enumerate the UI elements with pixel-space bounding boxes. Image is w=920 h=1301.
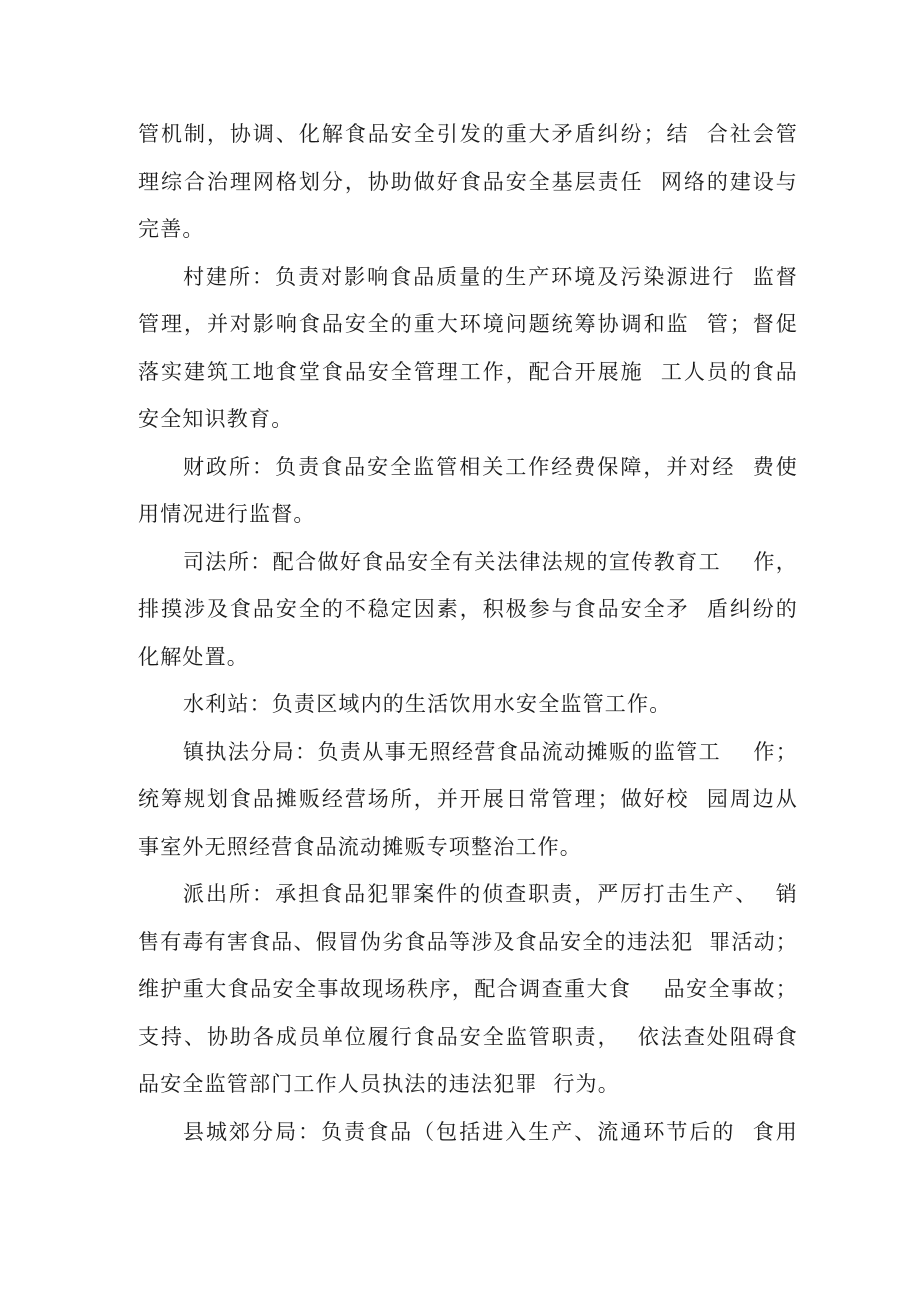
paragraph-line: 镇执法分局：负责从事无照经营食品流动摊贩的监管工 作； bbox=[183, 740, 798, 764]
paragraph-line: 管理，并对影响食品安全的重大环境问题统筹协调和监 管；督促 bbox=[138, 312, 798, 336]
paragraph-line: 水利站：负责区域内的生活饮用水安全监管工作。 bbox=[183, 692, 672, 716]
paragraph-line: 排摸涉及食品安全的不稳定因素，积极参与食品安全矛 盾纠纷的 bbox=[138, 597, 798, 621]
paragraph-line: 落实建筑工地食堂食品安全管理工作，配合开展施 工人员的食品 bbox=[138, 360, 798, 384]
paragraph-line: 管机制，协调、化解食品安全引发的重大矛盾纠纷；结 合社会管 bbox=[138, 122, 798, 146]
paragraph-line: 司法所：配合做好食品安全有关法律法规的宣传教育工 作， bbox=[183, 550, 798, 574]
paragraph-line: 事室外无照经营食品流动摊贩专项整治工作。 bbox=[138, 835, 582, 859]
paragraph-line: 统筹规划食品摊贩经营场所，并开展日常管理；做好校 园周边从 bbox=[138, 787, 798, 811]
paragraph-line: 县城郊分局：负责食品（包括进入生产、流通环节后的 食用 bbox=[183, 1120, 798, 1144]
paragraph-line: 品安全监管部门工作人员执法的违法犯罪 行为。 bbox=[138, 1072, 620, 1096]
paragraph-line: 理综合治理网格划分，协助做好食品安全基层责任 网络的建设与 bbox=[138, 170, 798, 194]
paragraph-line: 维护重大食品安全事故现场秩序，配合调查重大食 品安全事故； bbox=[138, 977, 798, 1001]
paragraph-line: 用情况进行监督。 bbox=[138, 502, 316, 526]
paragraph-line: 派出所：承担食品犯罪案件的侦查职责，严厉打击生产、 销 bbox=[183, 882, 798, 906]
paragraph-line: 安全知识教育。 bbox=[138, 407, 294, 431]
paragraph-line: 财政所：负责食品安全监管相关工作经费保障，并对经 费使 bbox=[183, 455, 798, 479]
paragraph-line: 售有毒有害食品、假冒伪劣食品等涉及食品安全的违法犯 罪活动； bbox=[138, 930, 798, 954]
paragraph-line: 支持、协助各成员单位履行食品安全监管职责， 依法查处阻碍食 bbox=[138, 1025, 798, 1049]
paragraph-line: 化解处置。 bbox=[138, 645, 249, 669]
paragraph-line: 完善。 bbox=[138, 217, 205, 241]
paragraph-line: 村建所：负责对影响食品质量的生产环境及污染源进行 监督 bbox=[183, 265, 798, 289]
